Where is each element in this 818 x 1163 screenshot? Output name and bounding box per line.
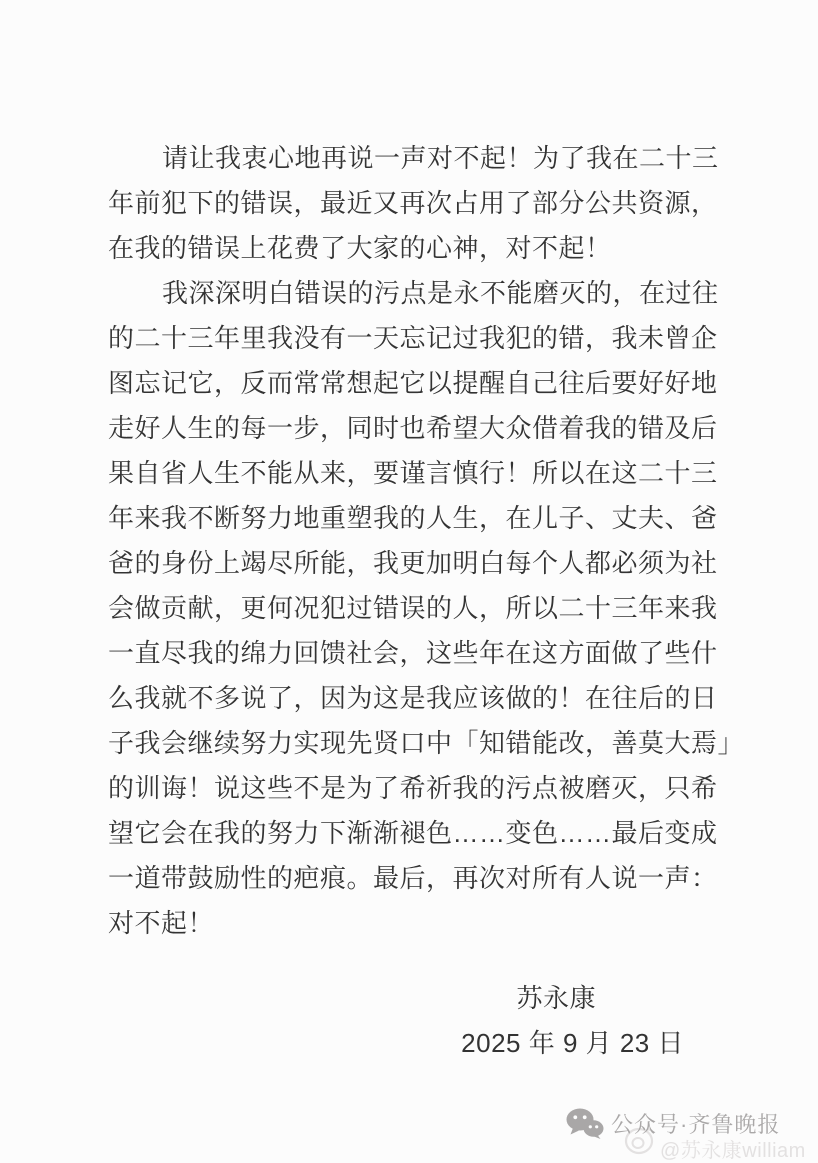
letter-line: 望它会在我的努力下渐渐褪色……变色……最后变成 bbox=[108, 818, 718, 848]
wechat-watermark bbox=[566, 1108, 780, 1139]
letter-line: 图忘记它，反而常常想起它以提醒自己往后要好好地 bbox=[108, 368, 718, 398]
letter-line: 一直尽我的绵力回馈社会，这些年在这方面做了些什 bbox=[108, 638, 718, 668]
letter-line: 果自省人生不能从来，要谨言慎行！所以在这二十三 bbox=[108, 458, 718, 488]
letter-line: 一道带鼓励性的疤痕。最后，再次对所有人说一声： bbox=[108, 863, 718, 893]
letter-lines bbox=[108, 136, 745, 946]
letter-line: 会做贡献，更何况犯过错误的人，所以二十三年来我 bbox=[108, 593, 718, 623]
wechat-icon bbox=[566, 1108, 604, 1139]
letter-line: 子我会继续努力实现先贤口中「知错能改，善莫大焉」 bbox=[108, 728, 745, 758]
letter-body bbox=[108, 136, 745, 1066]
letter-line: 爸的身份上竭尽所能，我更加明白每个人都必须为社 bbox=[108, 548, 718, 578]
letter-line: 我深深明白错误的污点是永不能磨灭的，在过往 bbox=[162, 278, 719, 308]
letter-line: 的二十三年里我没有一天忘记过我犯的错，我未曾企 bbox=[108, 323, 718, 353]
letter-line: 走好人生的每一步，同时也希望大众借着我的错及后 bbox=[108, 413, 718, 443]
letter-line: 的训诲！说这些不是为了希祈我的污点被磨灭，只希 bbox=[108, 773, 718, 803]
wechat-watermark-label: 公众号·齐鲁晚报 bbox=[611, 1112, 781, 1137]
letter-line: 年前犯下的错误，最近又再次占用了部分公共资源， bbox=[108, 188, 718, 218]
signature-date: 2025 年 9 月 23 日 bbox=[461, 1028, 684, 1058]
signature-block bbox=[108, 976, 708, 1066]
letter-line: 在我的错误上花费了大家的心神，对不起！ bbox=[108, 233, 612, 263]
signature-name: 苏永康 bbox=[516, 983, 596, 1013]
letter-line: 么我就不多说了，因为这是我应该做的！在往后的日 bbox=[108, 683, 718, 713]
weibo-watermark-label: @苏永康william bbox=[660, 1140, 806, 1162]
letter-line: 对不起！ bbox=[108, 908, 215, 938]
letter-line: 请让我衷心地再说一声对不起！为了我在二十三 bbox=[162, 143, 719, 173]
letter-line: 年来我不断努力地重塑我的人生，在儿子、丈夫、爸 bbox=[108, 503, 718, 533]
